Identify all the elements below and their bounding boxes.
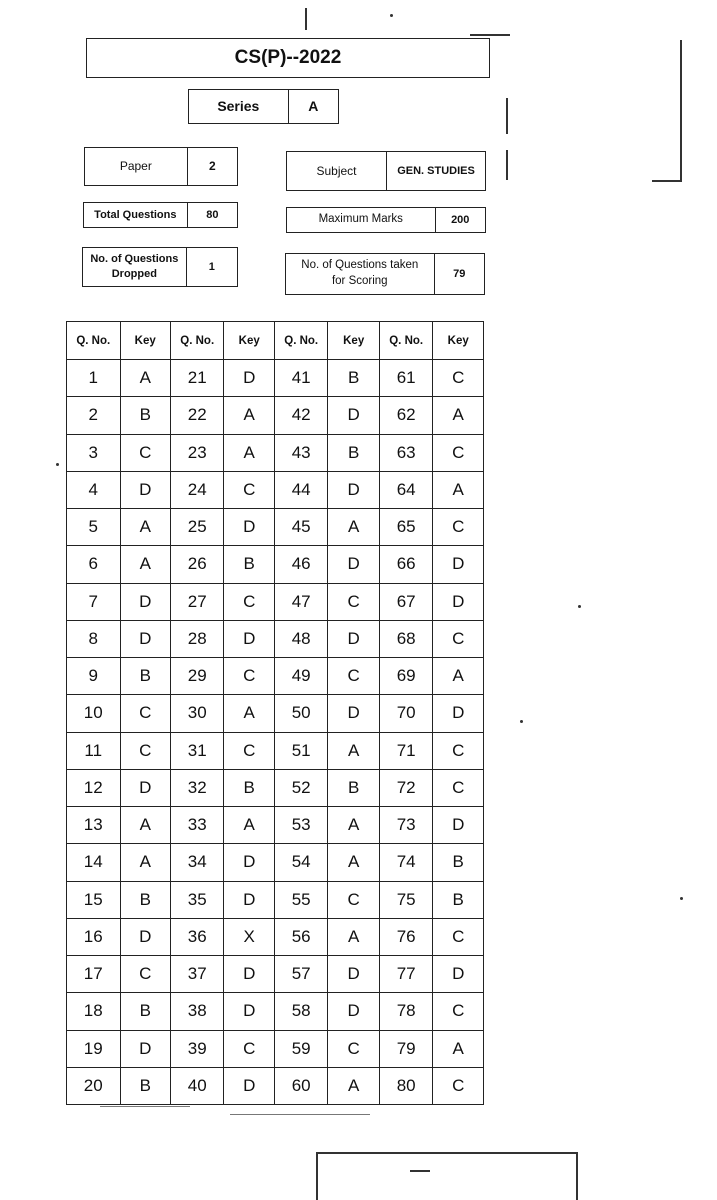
answer-key-cell: A: [120, 546, 170, 583]
answer-key-cell: C: [328, 881, 379, 918]
question-number-cell: 17: [67, 956, 121, 993]
answer-key-cell: X: [224, 918, 274, 955]
answer-key-cell: C: [433, 732, 484, 769]
scan-mark: [305, 8, 307, 30]
answer-key-cell: C: [433, 509, 484, 546]
answer-key-cell: A: [328, 509, 379, 546]
question-number-cell: 53: [274, 807, 328, 844]
key-header: Key: [433, 322, 484, 360]
answer-key-cell: C: [224, 732, 274, 769]
question-number-cell: 28: [170, 620, 224, 657]
question-number-cell: 78: [379, 993, 433, 1030]
answer-key-cell: D: [224, 956, 274, 993]
table-row: [67, 881, 484, 918]
answer-key-cell: C: [433, 993, 484, 1030]
question-number-cell: 37: [170, 956, 224, 993]
answer-key-cell: D: [328, 471, 379, 508]
question-number-cell: 1: [67, 360, 121, 397]
answer-key-cell: B: [120, 658, 170, 695]
answer-key-cell: C: [433, 769, 484, 806]
question-number-cell: 65: [379, 509, 433, 546]
question-number-cell: 5: [67, 509, 121, 546]
qno-header: Q. No.: [170, 322, 224, 360]
question-number-cell: 59: [274, 1030, 328, 1067]
scan-mark: [390, 14, 393, 17]
answer-key-cell: B: [433, 881, 484, 918]
question-number-cell: 66: [379, 546, 433, 583]
answer-key-cell: C: [328, 1030, 379, 1067]
maximum-marks-label: Maximum Marks: [287, 208, 436, 232]
question-number-cell: 47: [274, 583, 328, 620]
question-number-cell: 77: [379, 956, 433, 993]
question-number-cell: 51: [274, 732, 328, 769]
question-number-cell: 23: [170, 434, 224, 471]
question-number-cell: 19: [67, 1030, 121, 1067]
table-row: [67, 360, 484, 397]
question-number-cell: 73: [379, 807, 433, 844]
subject-value: GEN. STUDIES: [397, 164, 475, 177]
paper-value: 2: [208, 159, 216, 174]
answer-key-cell: A: [120, 509, 170, 546]
question-number-cell: 36: [170, 918, 224, 955]
answer-key-cell: D: [224, 881, 274, 918]
paper-box: [84, 147, 238, 186]
answer-key-cell: A: [433, 471, 484, 508]
answer-key-cell: C: [120, 695, 170, 732]
qno-header: Q. No.: [379, 322, 433, 360]
question-number-cell: 24: [170, 471, 224, 508]
question-number-cell: 52: [274, 769, 328, 806]
question-number-cell: 60: [274, 1067, 328, 1104]
answer-key-cell: B: [328, 769, 379, 806]
table-row: [67, 918, 484, 955]
maximum-marks-value: 200: [451, 213, 470, 226]
answer-key-cell: C: [433, 620, 484, 657]
scan-mark: [410, 1170, 430, 1172]
answer-key-cell: A: [328, 844, 379, 881]
question-number-cell: 20: [67, 1067, 121, 1104]
answer-key-cell: B: [120, 397, 170, 434]
series-box: [188, 89, 339, 124]
answer-key-cell: D: [328, 546, 379, 583]
table-row: [67, 471, 484, 508]
question-number-cell: 80: [379, 1067, 433, 1104]
answer-key-cell: D: [224, 993, 274, 1030]
answer-key-cell: D: [224, 844, 274, 881]
scan-mark: [578, 605, 581, 608]
answer-key-cell: A: [433, 397, 484, 434]
question-number-cell: 10: [67, 695, 121, 732]
question-number-cell: 3: [67, 434, 121, 471]
question-number-cell: 32: [170, 769, 224, 806]
table-row: [67, 397, 484, 434]
question-number-cell: 7: [67, 583, 121, 620]
question-number-cell: 2: [67, 397, 121, 434]
answer-key-cell: D: [328, 397, 379, 434]
question-number-cell: 30: [170, 695, 224, 732]
answer-key-cell: C: [120, 956, 170, 993]
answer-key-cell: D: [433, 583, 484, 620]
answer-key-cell: D: [120, 583, 170, 620]
answer-key-cell: A: [224, 397, 274, 434]
table-row: [67, 956, 484, 993]
qno-header: Q. No.: [67, 322, 121, 360]
question-number-cell: 41: [274, 360, 328, 397]
question-number-cell: 25: [170, 509, 224, 546]
question-number-cell: 75: [379, 881, 433, 918]
question-number-cell: 62: [379, 397, 433, 434]
scan-mark: [652, 180, 682, 182]
answer-key-cell: D: [224, 620, 274, 657]
table-row: [67, 658, 484, 695]
question-number-cell: 35: [170, 881, 224, 918]
answer-key-cell: A: [328, 918, 379, 955]
scoring-box: [285, 253, 485, 295]
question-number-cell: 13: [67, 807, 121, 844]
dropped-value: 1: [208, 260, 215, 273]
answer-key-cell: D: [328, 620, 379, 657]
table-row: [67, 807, 484, 844]
scan-mark: [470, 34, 510, 36]
question-number-cell: 58: [274, 993, 328, 1030]
answer-key-cell: A: [328, 807, 379, 844]
answer-key-cell: D: [120, 769, 170, 806]
question-number-cell: 72: [379, 769, 433, 806]
question-number-cell: 79: [379, 1030, 433, 1067]
answer-key-cell: C: [328, 583, 379, 620]
question-number-cell: 56: [274, 918, 328, 955]
question-number-cell: 33: [170, 807, 224, 844]
question-number-cell: 40: [170, 1067, 224, 1104]
scan-mark: [576, 1152, 578, 1200]
question-number-cell: 68: [379, 620, 433, 657]
answer-key-cell: D: [120, 620, 170, 657]
answer-key-cell: D: [224, 360, 274, 397]
question-number-cell: 64: [379, 471, 433, 508]
question-number-cell: 18: [67, 993, 121, 1030]
answer-key-cell: C: [120, 732, 170, 769]
table-row: [67, 732, 484, 769]
question-number-cell: 8: [67, 620, 121, 657]
question-number-cell: 71: [379, 732, 433, 769]
key-header: Key: [224, 322, 274, 360]
subject-box: [286, 151, 486, 191]
question-number-cell: 38: [170, 993, 224, 1030]
answer-key-cell: C: [224, 471, 274, 508]
question-number-cell: 54: [274, 844, 328, 881]
answer-key-cell: B: [433, 844, 484, 881]
question-number-cell: 4: [67, 471, 121, 508]
answer-key-cell: B: [328, 360, 379, 397]
table-row: [67, 620, 484, 657]
scan-mark: [100, 1106, 190, 1107]
document-title: CS(P)--2022: [86, 38, 490, 78]
answer-key-cell: A: [224, 807, 274, 844]
total-questions-label: Total Questions: [84, 203, 188, 227]
scan-mark: [520, 720, 523, 723]
answer-key-cell: B: [224, 546, 274, 583]
scan-mark: [680, 40, 682, 180]
question-number-cell: 61: [379, 360, 433, 397]
table-row: [67, 546, 484, 583]
paper-label: Paper: [85, 148, 188, 185]
answer-key-cell: C: [433, 434, 484, 471]
question-number-cell: 39: [170, 1030, 224, 1067]
answer-key-cell: C: [224, 658, 274, 695]
question-number-cell: 34: [170, 844, 224, 881]
table-row: [67, 769, 484, 806]
answer-key-cell: C: [433, 1067, 484, 1104]
question-number-cell: 63: [379, 434, 433, 471]
question-number-cell: 43: [274, 434, 328, 471]
table-row: [67, 1067, 484, 1104]
dropped-label: No. of Questions Dropped: [83, 248, 187, 286]
question-number-cell: 57: [274, 956, 328, 993]
question-number-cell: 29: [170, 658, 224, 695]
table-header-row: [67, 322, 484, 360]
answer-key-cell: B: [224, 769, 274, 806]
answer-key-cell: D: [120, 1030, 170, 1067]
answer-key-cell: D: [224, 509, 274, 546]
scan-mark: [316, 1152, 578, 1154]
question-number-cell: 11: [67, 732, 121, 769]
answer-key-cell: C: [433, 918, 484, 955]
question-number-cell: 67: [379, 583, 433, 620]
scan-mark: [56, 463, 59, 466]
question-number-cell: 76: [379, 918, 433, 955]
scoring-value: 79: [453, 267, 466, 280]
table-row: [67, 695, 484, 732]
answer-key-cell: A: [224, 434, 274, 471]
table-row: [67, 434, 484, 471]
answer-key-cell: D: [328, 956, 379, 993]
question-number-cell: 42: [274, 397, 328, 434]
question-number-cell: 70: [379, 695, 433, 732]
question-number-cell: 15: [67, 881, 121, 918]
question-number-cell: 22: [170, 397, 224, 434]
question-number-cell: 48: [274, 620, 328, 657]
answer-key-cell: A: [224, 695, 274, 732]
scan-mark: [506, 98, 508, 134]
answer-key-cell: A: [433, 658, 484, 695]
table-row: [67, 993, 484, 1030]
answer-key-cell: D: [120, 918, 170, 955]
answer-key-cell: C: [328, 658, 379, 695]
scan-mark: [316, 1152, 318, 1200]
table-row: [67, 844, 484, 881]
answer-key-cell: A: [328, 1067, 379, 1104]
answer-key-cell: D: [328, 993, 379, 1030]
question-number-cell: 55: [274, 881, 328, 918]
key-header: Key: [328, 322, 379, 360]
dropped-box: [82, 247, 238, 287]
question-number-cell: 49: [274, 658, 328, 695]
question-number-cell: 21: [170, 360, 224, 397]
scan-mark: [506, 150, 508, 180]
answer-key-cell: B: [120, 881, 170, 918]
table-row: [67, 1030, 484, 1067]
question-number-cell: 26: [170, 546, 224, 583]
answer-key-cell: D: [433, 695, 484, 732]
subject-label: Subject: [287, 152, 387, 190]
table-row: [67, 583, 484, 620]
key-header: Key: [120, 322, 170, 360]
question-number-cell: 6: [67, 546, 121, 583]
question-number-cell: 69: [379, 658, 433, 695]
series-value: A: [308, 98, 319, 115]
answer-key-cell: A: [433, 1030, 484, 1067]
question-number-cell: 44: [274, 471, 328, 508]
question-number-cell: 16: [67, 918, 121, 955]
qno-header: Q. No.: [274, 322, 328, 360]
answer-key-cell: D: [120, 471, 170, 508]
answer-key-cell: D: [224, 1067, 274, 1104]
question-number-cell: 45: [274, 509, 328, 546]
total-questions-box: [83, 202, 238, 228]
question-number-cell: 9: [67, 658, 121, 695]
question-number-cell: 50: [274, 695, 328, 732]
answer-key-table: [66, 321, 484, 1105]
answer-key-cell: D: [433, 956, 484, 993]
answer-key-cell: D: [433, 546, 484, 583]
question-number-cell: 12: [67, 769, 121, 806]
answer-key-cell: C: [224, 583, 274, 620]
answer-key-cell: C: [433, 360, 484, 397]
answer-key-cell: D: [328, 695, 379, 732]
answer-key-cell: B: [120, 1067, 170, 1104]
question-number-cell: 74: [379, 844, 433, 881]
answer-key-cell: D: [433, 807, 484, 844]
answer-key-cell: A: [328, 732, 379, 769]
scan-mark: [230, 1114, 370, 1115]
answer-key-cell: C: [224, 1030, 274, 1067]
question-number-cell: 14: [67, 844, 121, 881]
question-number-cell: 31: [170, 732, 224, 769]
answer-key-cell: A: [120, 360, 170, 397]
table-row: [67, 509, 484, 546]
scoring-label: No. of Questions taken for Scoring: [286, 254, 435, 294]
answer-key-cell: A: [120, 844, 170, 881]
answer-key-cell: C: [120, 434, 170, 471]
scan-mark: [680, 897, 683, 900]
answer-key-cell: B: [328, 434, 379, 471]
answer-key-cell: B: [120, 993, 170, 1030]
series-label: Series: [189, 90, 289, 123]
total-questions-value: 80: [206, 208, 219, 221]
answer-key-cell: A: [120, 807, 170, 844]
maximum-marks-box: [286, 207, 486, 233]
question-number-cell: 27: [170, 583, 224, 620]
question-number-cell: 46: [274, 546, 328, 583]
